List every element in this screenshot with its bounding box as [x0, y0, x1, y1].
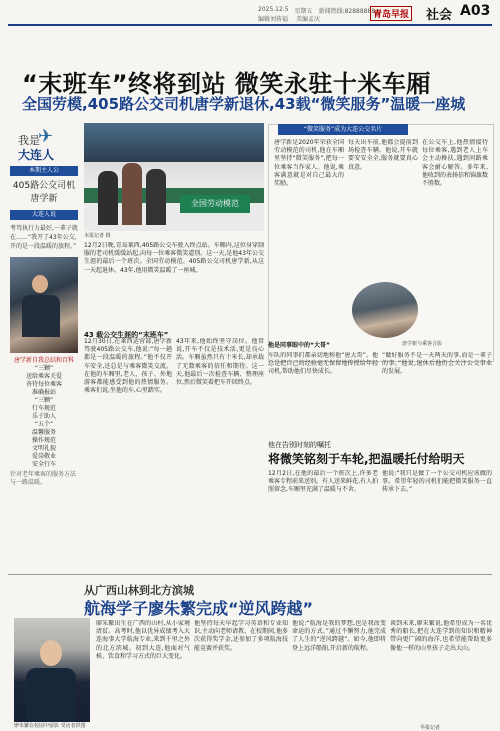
- intro-title: 大连人说: [10, 210, 78, 220]
- brand-logo: 青岛早报: [370, 6, 412, 21]
- summary-item: 操作规范: [31, 437, 56, 444]
- bottom-column: 谈到未来,廖朱繁说,他希望成为一名优秀的船长,把在大连学到的知识和精神带向更广阔的海洋,也希望能帮助更多像他一样的山里孩子走出大山。: [390, 620, 492, 652]
- article-subheading: 43 载公交生涯的“末班车”: [84, 331, 169, 339]
- box-title: “微笑服务”成为大连公交名片: [278, 124, 408, 135]
- subheadline: 全国劳模,405路公交司机唐学新退休,43载“微笑服务”温暖一座城: [22, 95, 466, 113]
- person-silhouette: [122, 163, 142, 225]
- sidebar-photo: [10, 257, 78, 353]
- summary-item: 文明礼貌: [31, 445, 56, 452]
- guide-text: 针对老年乘客的服务方法与一路温暖。: [10, 471, 77, 486]
- hotline: 新闻热线:82888888: [318, 8, 376, 15]
- summary-item: 准确报站: [31, 389, 56, 396]
- bird-icon: ✈: [38, 126, 54, 147]
- summary-item: 爱岗敬业: [31, 453, 56, 460]
- bottom-column: 他坚持每天早起学习英语和专业知识,主动向老师请教。在校期间,他多次获得奖学金,还参加了多项航海技能竞赛并获奖。: [194, 620, 288, 652]
- right-column: 车队的同事们都亲切地称他“唐大哥”。他总是把自己的经验毫无保留地传授给年轻司机,帮助他们尽快成长。: [268, 352, 378, 376]
- person-face: [40, 640, 62, 666]
- main-photo: [84, 123, 264, 231]
- person-body: [22, 295, 60, 337]
- summary-item: 送给乘客关爱: [25, 373, 62, 380]
- column-logo: [10, 124, 78, 162]
- date: 2025.12.5: [258, 6, 289, 13]
- box-photo: [352, 282, 418, 338]
- right-column: 他说:“我只是做了一个公交司机应该做的事。希望年轻的司机们能把微笑服务一直传承下去。”: [382, 470, 492, 494]
- summary-item: “五个”: [34, 421, 54, 428]
- summary-item: “三颗”: [34, 397, 54, 404]
- this-issue-label: 本期主人公: [10, 166, 78, 176]
- right-sub-headline: 将微笑铭刻于车轮,把温暖托付给明天: [268, 452, 465, 466]
- bottom-subheading: 从广西山林到北方滨城: [84, 584, 194, 597]
- section-divider: [8, 574, 492, 575]
- photo-banner: 全国劳动模范: [180, 195, 250, 213]
- editor: 编辑刘传福: [258, 16, 289, 23]
- box-column: 每天出车前,他都会提前到场检查车辆。他说,开车就要安安全全,服务就要真心真意。: [348, 139, 418, 171]
- main-photo-caption: 本报记者 摄: [84, 233, 111, 239]
- bottom-photo: [14, 618, 90, 722]
- summary-item: “三颗”: [34, 365, 54, 372]
- weekday: 星期五: [294, 8, 313, 15]
- logo-text-2: 大连人: [18, 148, 55, 162]
- bottom-column: 廖朱繁出生在广西的山村,从小家境清贫。高考时,他以优异成绩考入大连海事大学航海专业,来到千里之外的北方滨城。初到大连,他面对气候、饮食和学习方式的巨大变化。: [96, 620, 190, 660]
- article-column: 43年来,他始终坚守岗位。他常说,开车不仅是技术活,更是良心活。车厢虽然只有十米长,却承载了无数乘客的信任和期待。这一天,他最后一次检查车辆、整理座位,然后微笑着把车开回终点。: [176, 338, 264, 387]
- bottom-photo-caption: 廖朱繁在校园中留影 受访者供图: [14, 723, 86, 729]
- summary-item: 安全行车: [31, 461, 56, 468]
- article-column: 12月30日,在莱西运营部,唐学新驾驶405路公交车,他说:“每一趟都是一段温暖的旅程。”他不仅开车安全,还总是与乘客微笑交流。在他的车厢里,老人、孩子、外地游客都能感受到他的热情服务。乘客们说,坐他的车,心里踏实。: [84, 338, 172, 395]
- right-subheading: 他是同事眼中的“大哥”: [268, 342, 330, 349]
- protagonist: 405路公交司机 唐学新: [12, 181, 76, 204]
- header-editors: [258, 14, 320, 23]
- reporter-credit: 早报记者: [420, 725, 441, 731]
- box-column: 唐学新是2020年荣获全国劳动模范的司机,他在车厢里坚持“微笑服务”,把每一位乘客当作家人。他说,乘客满意就是对自己最大的奖励。: [274, 139, 344, 188]
- bottom-headline: 航海学子廖朱繁完成“逆风跨越”: [84, 599, 314, 618]
- logo-text-1: 我是: [18, 134, 40, 147]
- page-number: A03: [460, 3, 491, 19]
- box-column: 在公交车上,他热情接待每位乘客,遇到老人上车会主动搀扶,遇到问路乘客会耐心解答。多年来,他收到的表扬信和锦旗数不胜数。: [422, 139, 488, 188]
- bottom-column: 他说:“航海是我的梦想,也是我改变命运的方式。”通过不懈努力,他完成了人生的“逆风跨越”。如今,他即将登上远洋船舶,开启新的航程。: [292, 620, 386, 652]
- right-sub-label: 他在告别时刻的嘱托: [268, 441, 331, 449]
- header-rule: [8, 24, 492, 26]
- section-name: 社会: [426, 8, 453, 23]
- headline: “末班车”终将到站 微笑永驻十米车厢: [22, 70, 431, 98]
- summary-list: [10, 357, 78, 469]
- person-face: [32, 275, 48, 293]
- summary-item: 乐于助人: [31, 413, 56, 420]
- sidebar: [10, 124, 78, 592]
- intro-text: 考驾执行力最好,一辈子就在……“我开了43年公交,开的是一段温暖的旅程。”: [10, 225, 78, 250]
- right-column: 12月2日,在他的最后一个班次上,许多老乘客专程前来送别。有人送来鲜花,有人拍照留念,车厢里充满了温暖与不舍。: [268, 470, 378, 494]
- summary-item: 温馨服务: [31, 429, 56, 436]
- summary-item: 善待每位乘客: [25, 381, 62, 388]
- box-photo-caption: 唐学新与乘客合影: [402, 341, 443, 347]
- designer: 美编孟庆: [296, 16, 321, 23]
- person-silhouette: [146, 169, 166, 225]
- right-column: “做好服务不是一天两天的事,而是一辈子的事。”他说,退休后他仍会关注公交事业的发展。: [382, 352, 492, 376]
- person-silhouette: [98, 171, 118, 225]
- person-body: [26, 668, 76, 722]
- summary-title: 唐学新自我总结和百科: [13, 357, 74, 364]
- article-lead: 12月2日晚,青岛莱西,405路公交车驶入终点站。车厢内,这位身穿制服的老司机缓缓站起,向每一位乘客微笑道别。这一天,是他43年公交生涯的最后一个班次。全国劳动模范、405路公交司机唐学新,从这一天起退休。43年,他用微笑温暖了一座城。: [84, 242, 264, 274]
- page-header: [8, 4, 492, 22]
- summary-item: 行车规范: [31, 405, 56, 412]
